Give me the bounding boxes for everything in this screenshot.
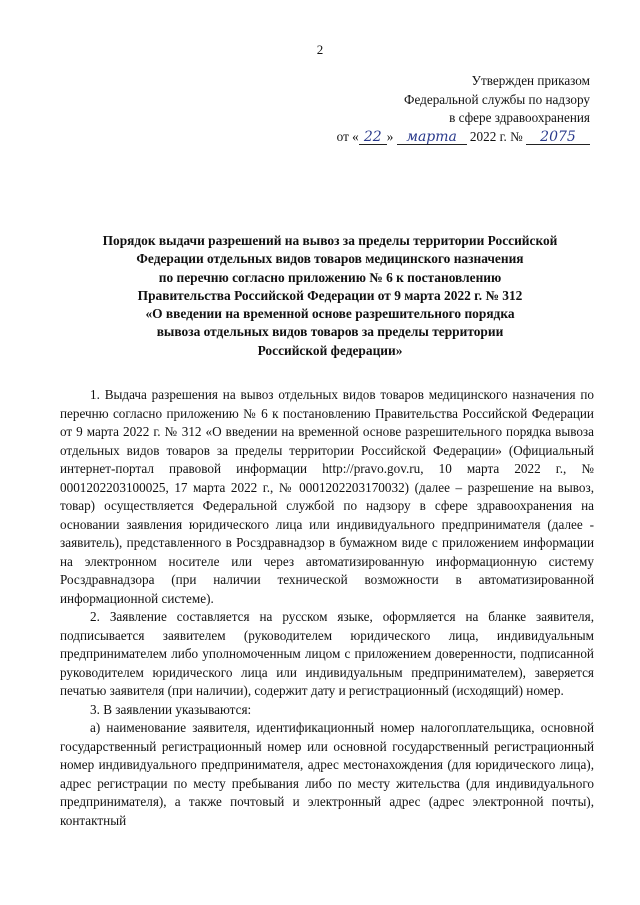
- approval-block: [290, 72, 590, 146]
- handwritten-order-number: 2075: [526, 130, 590, 145]
- document-body: [60, 386, 594, 830]
- handwritten-day: 22: [359, 130, 387, 145]
- approval-line-1: Утвержден приказом: [471, 73, 590, 88]
- date-prefix: от «: [336, 128, 359, 144]
- title-line: по перечню согласно приложению № 6 к постановлению: [158, 269, 502, 285]
- paragraph-3a: а) наименование заявителя, идентификационный номер налогоплательщика, основной государственный регистрационный номер или основной государственный регистрационный номер индивидуального предпринимателя, адрес местонахождения (для юридического лица), адрес регистрации по месту пребывания либо по месту жительства (для индивидуального предпринимателя), а также почтовый и электронный адрес (адрес электронной почты), контактный: [60, 720, 594, 828]
- date-year: 2022 г. №: [469, 128, 523, 144]
- approval-date-line: [290, 128, 590, 147]
- handwritten-month: марта: [397, 130, 467, 145]
- approval-line-2: Федеральной службы по надзору: [404, 91, 590, 107]
- paragraph-3: 3. В заявлении указываются:: [90, 701, 252, 717]
- title-line: вывоза отдельных видов товаров за пределы территории: [156, 324, 504, 340]
- paragraph-2: 2. Заявление составляется на русском языке, оформляется на бланке заявителя, подписывается заявителем (руководителем юридического лица, индивидуальным предпринимателем либо уполномоченным лицом с приложением доверенности, подписанной руководителем юридического лица или индивидуальным предпринимателем), заверяется печатью заявителя (при наличии), содержит дату и регистрационный (исходящий) номер.: [60, 609, 594, 698]
- date-quote-close: »: [386, 128, 394, 144]
- title-line: Федерации отдельных видов товаров медицинского назначения: [136, 251, 524, 267]
- approval-line-3: в сфере здравоохранения: [449, 110, 590, 125]
- title-line: Правительства Российской Федерации от 9 марта 2022 г. № 312: [137, 287, 523, 303]
- document-title: [40, 232, 620, 360]
- paragraph-1: 1. Выдача разрешения на вывоз отдельных видов товаров медицинского назначения по перечню согласно приложению № 6 к постановлению Правительства Российской Федерации от 9 марта 2022 г. № 312 «О введении на временной основе разрешительного порядка вывоза отдельных видов товаров за пределы территории Российской Федерации» (Официальный интернет-портал правовой информации http://pravo.gov.ru, 10 марта 2022 г., № 0001202203100025, 17 марта 2022 г., № 0001202203170032) (далее – разрешение на вывоз, товар) осуществляется Федеральной службой по надзору в сфере здравоохранения на основании заявления юридического лица или индивидуального предпринимателя (далее - заявитель), представленного в Росздравнадзор в бумажном виде с приложением информации на электронном носителе или через автоматизированную информационную систему Росздравнадзора (при наличии технической возможности в автоматизированной информационной системе).: [60, 387, 594, 606]
- page-number: 2: [316, 42, 324, 57]
- title-line: Порядок выдачи разрешений на вывоз за пределы территории Российской: [102, 233, 558, 248]
- title-line: Российской федерации»: [257, 342, 403, 358]
- title-line: «О введении на временной основе разрешительного порядка: [145, 306, 515, 322]
